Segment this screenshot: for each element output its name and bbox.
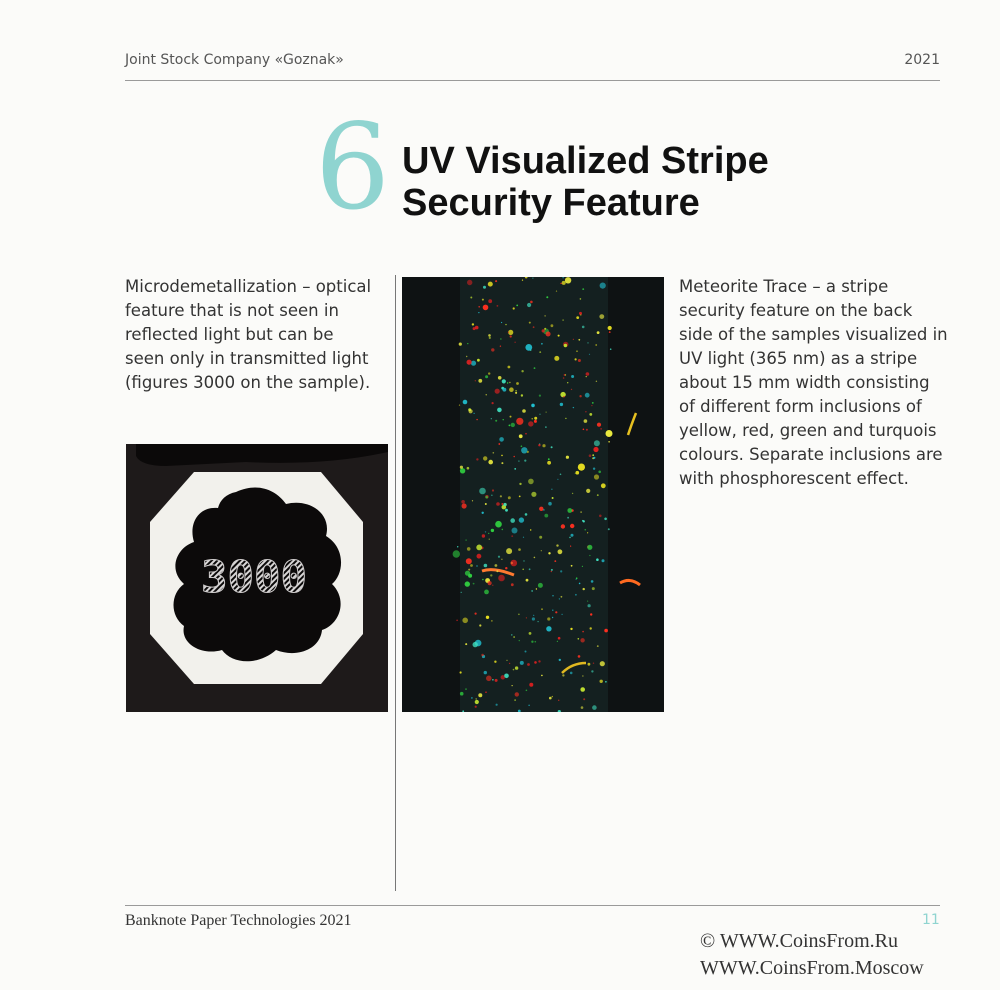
header-divider bbox=[125, 80, 940, 81]
microdemetallization-description: Microdemetallization – optical feature that is not seen in reflected light but can be seen only in transmitted light (figures 3000 on the sample). bbox=[125, 277, 372, 392]
microdemetallization-photo bbox=[126, 444, 388, 712]
watermark-line1: © WWW.CoinsFrom.Ru bbox=[700, 930, 898, 952]
figure-3000-label: 3000 bbox=[201, 552, 307, 603]
meteorite-trace-description: Meteorite Trace – a stripe security feature on the back side of the samples visualized in UV light (365 nm) as a stripe about 15 mm width consisting of different form inclusions of yellow, red, green and turquois colours. Separate inclusions are with phosphorescent effect. bbox=[679, 277, 948, 488]
meteorite-trace-uv-photo bbox=[402, 277, 664, 712]
section-title-line2: Security Feature bbox=[402, 182, 700, 224]
header-year: 2021 bbox=[904, 52, 940, 68]
column-divider bbox=[395, 275, 396, 891]
watermark-line2: WWW.CoinsFrom.Moscow bbox=[700, 957, 924, 979]
footer-publication: Banknote Paper Technologies 2021 bbox=[125, 912, 352, 929]
page-number: 11 bbox=[922, 912, 940, 928]
section-number: 6 bbox=[315, 98, 391, 236]
section-title bbox=[402, 140, 769, 224]
footer-divider bbox=[125, 905, 940, 906]
header-company: Joint Stock Company «Goznak» bbox=[125, 52, 344, 68]
section-title-line1: UV Visualized Stripe bbox=[402, 140, 769, 182]
